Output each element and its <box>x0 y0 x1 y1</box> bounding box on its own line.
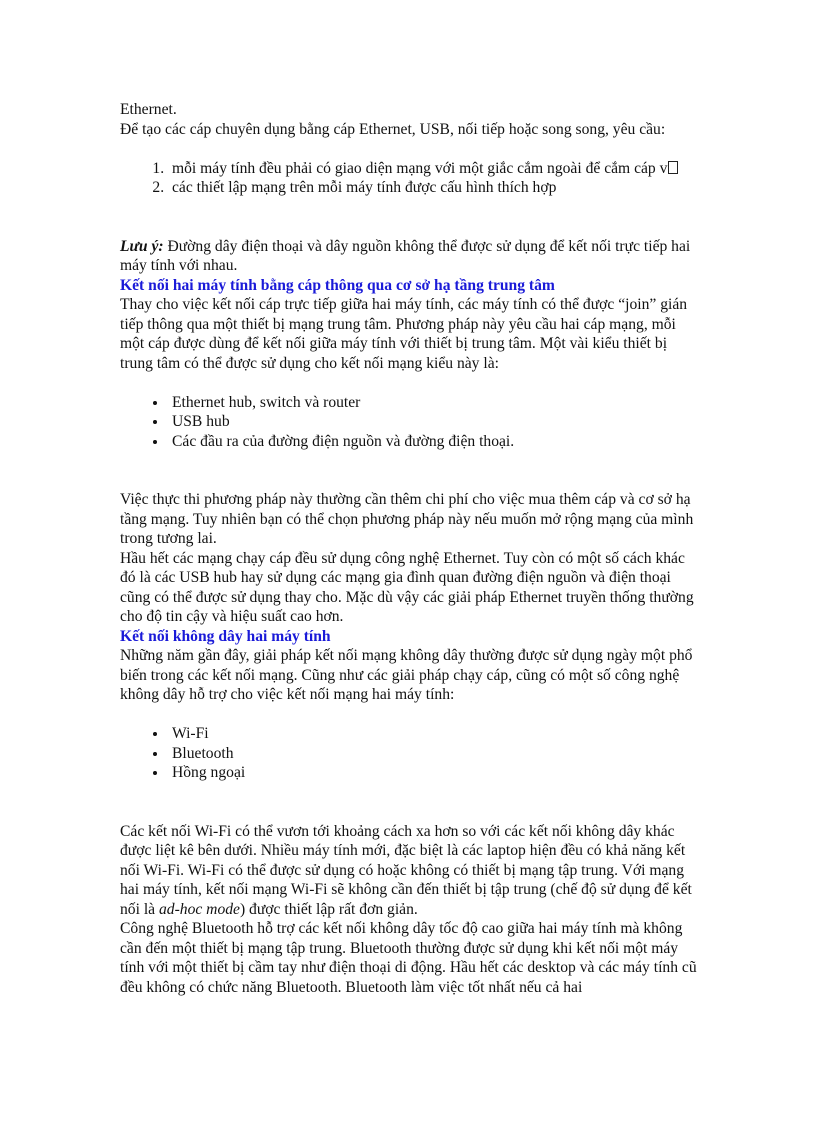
spacer <box>120 705 700 725</box>
list-item: • Ethernet hub, switch và router <box>168 393 700 413</box>
document-page <box>120 100 700 997</box>
wireless-tech-list <box>120 724 700 783</box>
adhoc-mode-term: ad-hoc mode <box>158 900 240 918</box>
paragraph-cable-requirements: Để tạo các cáp chuyên dụng bằng cáp Ethernet, USB, nối tiếp hoặc song song, yêu cầu: <box>120 120 666 138</box>
note-label: Lưu ý: <box>120 237 164 255</box>
list-item: 2. các thiết lập mạng trên mỗi máy tính được cấu hình thích hợp <box>168 178 700 198</box>
spacer <box>120 451 700 490</box>
paragraph-central-infra: Thay cho việc kết nối cáp trực tiếp giữa hai máy tính, các máy tính có thể được “join” gián tiếp thông qua một thiết bị mạng trung tâm. Phương pháp này yêu cầu hai cáp mạng, mỗi một cáp được dùng để kết nối giữa máy tính với thiết bị trung tâm. Một vài kiểu thiết bị trung tâm có thể được sử dụng cho kết nối mạng kiểu này là: <box>120 296 688 372</box>
list-item: • USB hub <box>168 412 700 432</box>
spacer <box>120 198 700 237</box>
section-heading-central: Kết nối hai máy tính bằng cáp thông qua cơ sở hạ tầng trung tâm <box>120 276 555 294</box>
note-text: Đường dây điện thoại và dây nguồn không thể được sử dụng để kết nối trực tiếp hai máy tính với nhau. <box>120 237 691 274</box>
paragraph-wifi: Các kết nối Wi-Fi có thể vươn tới khoảng cách xa hơn so với các kết nối không dây khác được liệt kê bên dưới. Nhiều máy tính mới, đặc biệt là các laptop hiện đều có khả năng kết nối Wi-Fi. Wi-Fi có thể được sử dụng có hoặc không có thiết bị mạng tập trung. Với mạng hai máy tính, kết nối mạng Wi-Fi sẽ không cần đến thiết bị tập trung (chế độ sử dụng để kết nối là ad-hoc mode) được thiết lập rất đơn giản. <box>120 822 692 918</box>
paragraph-ethernet: Ethernet. <box>120 101 177 118</box>
paragraph-wireless: Những năm gần đây, giải pháp kết nối mạng không dây thường được sử dụng ngày một phổ biến trong các kết nối mạng. Cũng như các giải pháp chạy cáp, cũng có một số công nghệ không dây hỗ trợ cho việc kết nối mạng hai máy tính: <box>120 647 693 703</box>
list-item: • Hồng ngoại <box>168 763 700 783</box>
central-devices-list <box>120 393 700 452</box>
spacer <box>120 783 700 822</box>
list-item: • Bluetooth <box>168 744 700 764</box>
missing-glyph-icon <box>668 161 678 174</box>
paragraph-cost: Việc thực thi phương pháp này thường cần thêm chi phí cho việc mua thêm cáp và cơ sở hạ tầng mạng. Tuy nhiên bạn có thể chọn phương pháp này nếu muốn mở rộng mạng của mình trong tương lai. <box>120 491 694 547</box>
note-paragraph <box>120 237 700 276</box>
spacer <box>120 373 700 393</box>
list-item: 1. mỗi máy tính đều phải có giao diện mạng với một giắc cắm ngoài để cắm cáp v <box>168 159 700 179</box>
list-item: • Các đầu ra của đường điện nguồn và đường điện thoại. <box>168 432 700 452</box>
paragraph-bluetooth: Công nghệ Bluetooth hỗ trợ các kết nối không dây tốc độ cao giữa hai máy tính mà không cần đến một thiết bị mạng tập trung. Bluetooth thường được sử dụng khi kết nối một máy tính với một thiết bị cầm tay như điện thoại di động. Hầu hết các desktop và các máy tính cũ đều không có chức năng Bluetooth. Bluetooth làm việc tốt nhất nếu cả hai <box>120 920 697 996</box>
paragraph-ethernet-tech: Hầu hết các mạng chạy cáp đều sử dụng công nghệ Ethernet. Tuy còn có một số cách khác đó là các USB hub hay sử dụng các mạng gia đình quan đường điện nguồn và điện thoại cũng có thể được sử dụng thay cho. Mặc dù vậy các giải pháp Ethernet truyền thống thường cho độ tin cậy và hiệu suất cao hơn. <box>120 549 694 625</box>
section-heading-wireless: Kết nối không dây hai máy tính <box>120 627 331 645</box>
list-item: • Wi-Fi <box>168 724 700 744</box>
spacer <box>120 139 700 159</box>
requirements-list <box>120 159 700 198</box>
